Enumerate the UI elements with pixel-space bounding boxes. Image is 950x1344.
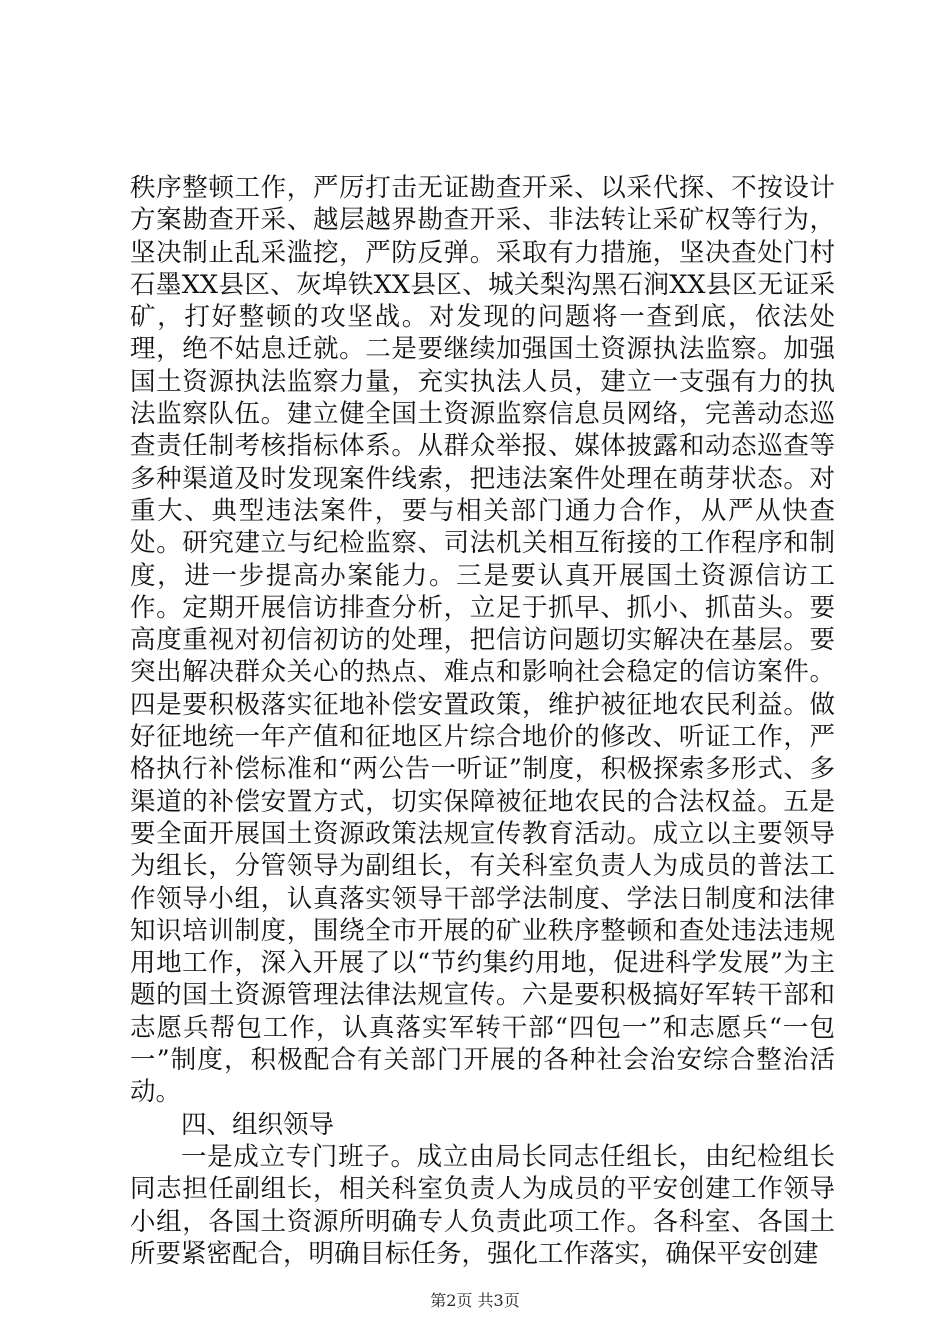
- page-number-footer: 第2页 共3页: [430, 1291, 520, 1310]
- body-paragraph: 一是成立专门班子。成立由局长同志任组长，由纪检组长同志担任副组长，相关科室负责人为成员的平安创建工作领导小组，各国土资源所明确专人负责此项工作。各科室、各国土所要紧密配合，明确目标任务，强化工作落实，确保平安创建: [130, 1141, 835, 1269]
- document-body: [130, 172, 835, 1270]
- body-paragraph-continued: 秩序整顿工作，严厉打击无证勘查开采、以采代探、不按设计方案勘查开采、越层越界勘查开采、非法转让采矿权等行为，坚决制止乱采滥挖，严防反弹。采取有力措施，坚决查处门村石墨XX县区、灰埠铁XX县区、城关梨沟黑石涧XX县区无证采矿，打好整顿的攻坚战。对发现的问题将一查到底，依法处理，绝不姑息迁就。二是要继续加强国土资源执法监察。加强国土资源执法监察力量，充实执法人员，建立一支强有力的执法监察队伍。建立健全国土资源监察信息员网络，完善动态巡查责任制考核指标体系。从群众举报、媒体披露和动态巡查等多种渠道及时发现案件线索，把违法案件处理在萌芽状态。对重大、典型违法案件，要与相关部门通力合作，从严从快查处。研究建立与纪检监察、司法机关相互衔接的工作程序和制度，进一步提高办案能力。三是要认真开展国土资源信访工作。定期开展信访排查分析，立足于抓早、抓小、抓苗头。要高度重视对初信初访的处理，把信访问题切实解决在基层。要突出解决群众关心的热点、难点和影响社会稳定的信访案件。四是要积极落实征地补偿安置政策，维护被征地农民利益。做好征地统一年产值和征地区片综合地价的修改、听证工作，严格执行补偿标准和“两公告一听证”制度，积极探索多形式、多渠道的补偿安置方式，切实保障被征地农民的合法权益。五是要全面开展国土资源政策法规宣传教育活动。成立以主要领导为组长，分管领导为副组长，有关科室负责人为成员的普法工作领导小组，认真落实领导干部学法制度、学法日制度和法律知识培训制度，围绕全市开展的矿业秩序整顿和查处违法违规用地工作，深入开展了以“节约集约用地，促进科学发展”为主题的国土资源管理法律法规宣传。六是要积极搞好军转干部和志愿兵帮包工作，认真落实军转干部“四包一”和志愿兵“一包一”制度，积极配合有关部门开展的各种社会治安综合整治活动。: [130, 173, 835, 1108]
- section-heading: 四、组织领导: [181, 1109, 335, 1140]
